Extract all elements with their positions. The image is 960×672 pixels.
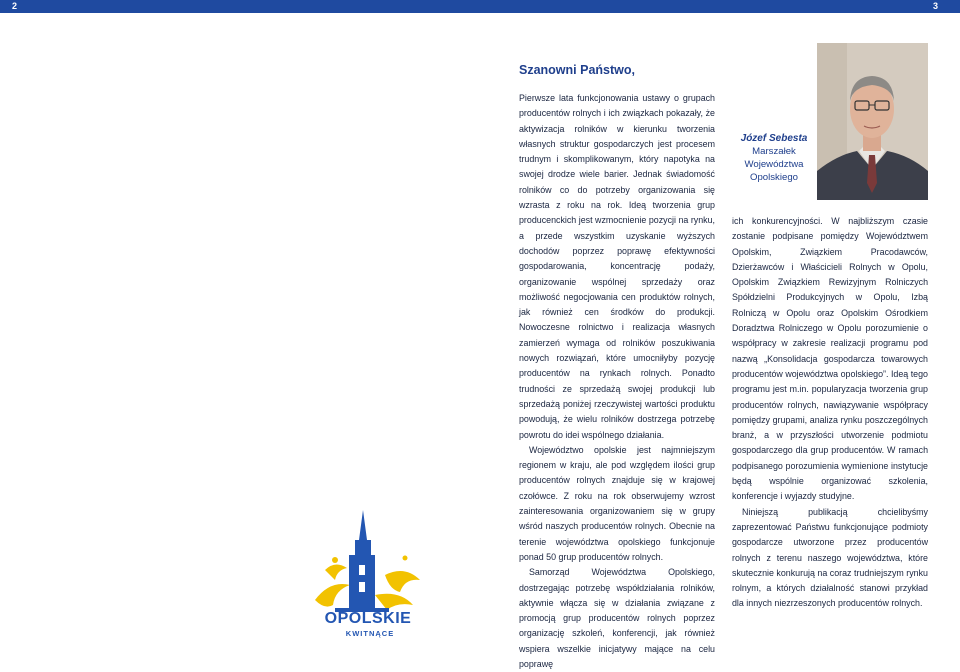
portrait-photo	[817, 43, 928, 200]
paragraph: ich konkurencyjności. W najbliższym czasie zostanie podpisane pomiędzy Województwem Opolskim, Związkiem Pracodawców, Dzierżawców i Właścicieli Rolnych w Opolu, Opolskim Związkiem Rewizyjnym Rolniczych Spółdzielni Produkcyjnych w Opolu, Izbą Rolniczą w Opolu oraz Opolskim Ośrodkiem Doradztwa Rolniczego w Opolu porozumienie o współpracy w zakresie realizacji programu pod nazwą „Konsolidacja gospodarcza towarowych producentów województwa opolskiego”. Ideą tego programu jest m.in. popularyzacja tworzenia grup producentów rolnych, nawiązywanie współpracy pomiędzy grupami, analiza rynku poszczególnych branż, a w przyszłości utworzenie podmiotu gospodarczego dla grup producentów. W ramach podpisanego porozumienia wymienione instytucje będą wspólnie organizować szkolenia, konferencje i wyjazdy studyjne.	[732, 216, 928, 502]
logo-wordmark: OPOLSKIE	[324, 610, 412, 627]
signatory-name: Józef Sebesta	[740, 133, 808, 144]
text-column-left	[519, 91, 715, 672]
greeting-heading: Szanowni Państwo,	[519, 63, 635, 77]
signatory-role: Województwa	[744, 159, 804, 170]
signatory-role: Marszałek	[752, 146, 796, 157]
page-number-right: 3	[932, 1, 938, 11]
signature-block	[730, 132, 818, 184]
text-column-right	[732, 214, 928, 612]
paragraph: Województwo opolskie jest najmniejszym regionem w kraju, ale pod względem ilości grup producentów rolnych znajduje się w krajowej czołówce. Z roku na rok obserwujemy wzrost zainteresowania organizowaniem się w grupy wśród naszych producentów rolnych. Obecnie na terenie województwa opolskiego funkcjonuje ponad 50 grup producentów rolnych.	[519, 444, 715, 562]
paragraph: Niniejszą publikacją chcielibyśmy zaprezentować Państwu funkcjonujące podmioty gospodarcze utworzone przez producentów rolnych z terenu naszego województwa, które skutecznie konkurują na coraz trudniejszym rynku rolnym, a których działalność stanowi przykład dla innych niezrzeszonych producentów rolnych.	[732, 506, 928, 609]
paragraph: Samorząd Województwa Opolskiego, dostrzegając potrzebę współdziałania rolników, aktywnie włącza się w działania związane z promocją grup producentów rolnych poprzez organizację szkoleń, konferencji, jak również wspiera wszelkie inicjatywy mające na celu poprawę	[519, 567, 715, 669]
signatory-role: Opolskiego	[750, 172, 798, 183]
logo-tagline: KWITNĄCE	[345, 629, 395, 638]
page-number-left: 2	[12, 1, 18, 11]
paragraph: Pierwsze lata funkcjonowania ustawy o grupach producentów rolnych i ich związkach pokazały, że aktywizacja rolników w kierunku tworzenia własnych struktur gospodarczych jest procesem trudnym i skomplikowanym, który napotyka na swojej drodze wiele barier. Jednak świadomość rolników co do potrzeby organizowania się wzrasta z roku na rok. Ideą tworzenia grup producenckich jest wzmocnienie pozycji na rynku, a przede wszystkim uzyskanie wyższych dochodów poprzez poprawę efektywności gospodarowania, koncentrację podaży, organizowanie wspólnej sprzedaży oraz możliwość negocjowania cen produktów rolnych, jak również cen środków do produkcji. Nowoczesne rolnictwo i realizacja własnych zamierzeń wymaga od rolników poszukiwania nowych rozwiązań, które umocniłyby pozycję producentów na rynkach rolnych. Ponadto trudności ze sprzedażą swojej produkcji lub sprzedażą poniżej rzeczywistej wartości produktu powodują, że wielu rolników dostrzega potrzebę powrotu do idei wspólnego działania.	[519, 93, 715, 440]
header-bar	[0, 0, 960, 13]
